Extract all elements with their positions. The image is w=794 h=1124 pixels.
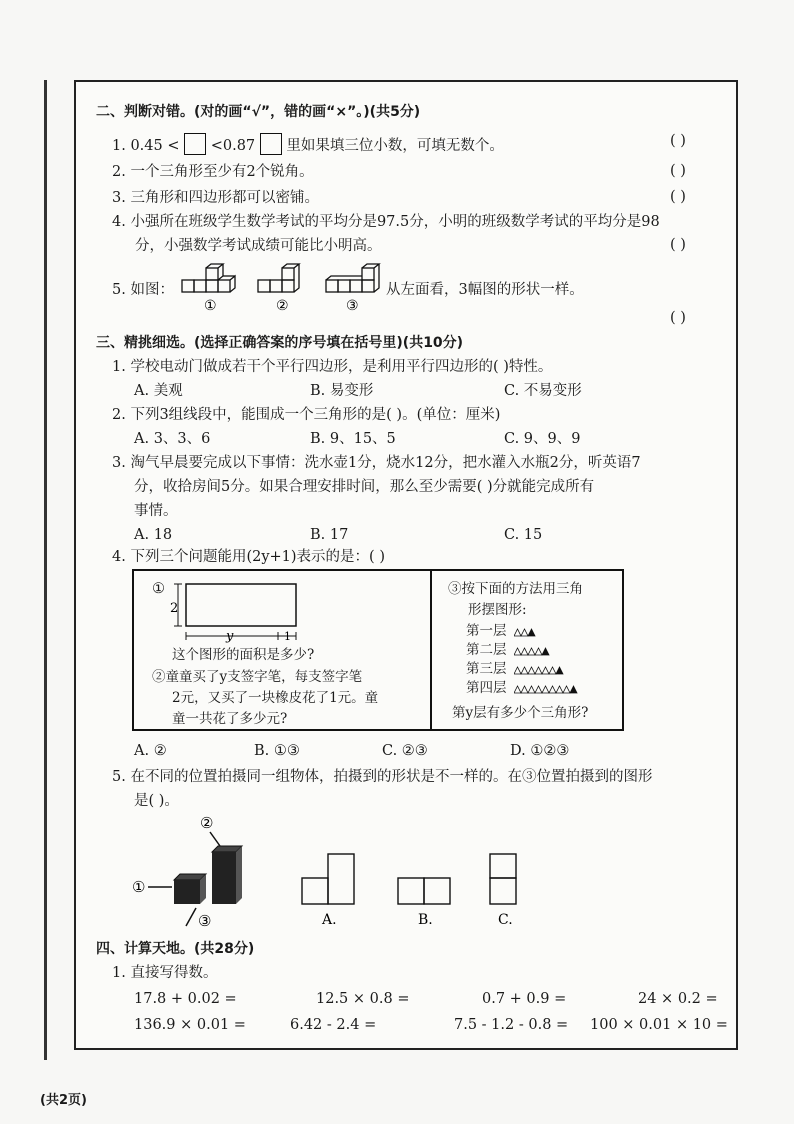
- s3-q3-line2: 分，收拾房间5分。如果合理安排时间，那么至少需要( )分就能完成所有: [134, 479, 595, 495]
- triangle-mark: [542, 686, 549, 693]
- triangle-mark: [514, 629, 521, 636]
- position-mark: ①: [132, 878, 146, 896]
- position-mark: ②: [200, 814, 214, 832]
- position-mark: ③: [198, 912, 212, 930]
- s2-q2: 2. 一个三角形至少有2个锐角。: [112, 164, 314, 180]
- option-label: C.: [498, 912, 513, 928]
- s3-q3-line3: 事情。: [134, 503, 178, 519]
- s3-q2: 2. 下列3组线段中，能围成一个三角形的是( )。(单位：厘米): [112, 407, 501, 423]
- triangle-mark: [563, 686, 570, 693]
- triangle-mark: [549, 686, 556, 693]
- page-binding-line: [44, 80, 47, 1060]
- option: C. 不易变形: [504, 383, 582, 399]
- rectangle-figure: [166, 580, 306, 646]
- s3-q4: 4. 下列三个问题能用(2y+1)表示的是：( ): [112, 549, 385, 565]
- panel-divider: [430, 571, 432, 729]
- s2-q1-num: 1.: [112, 138, 126, 154]
- s3-q1: 1. 学校电动门做成若干个平行四边形，是利用平行四边形的( )特性。: [112, 359, 553, 375]
- option: C. ②③: [382, 743, 428, 759]
- option-label: A.: [322, 912, 337, 928]
- option: B. 易变形: [310, 383, 374, 399]
- view-figures: [128, 812, 548, 932]
- option: B. 17: [310, 527, 349, 543]
- calc-item: 24 × 0.2 =: [638, 991, 718, 1007]
- triangle-mark: [521, 686, 528, 693]
- figure-label: ③: [346, 298, 359, 314]
- triangle-mark: [535, 648, 542, 655]
- option: D. ①②③: [510, 743, 570, 759]
- layer-label: 第三层: [466, 661, 507, 677]
- s2-q5-prefix: 5. 如图：: [112, 282, 174, 298]
- section4-title: 四、计算天地。(共28分): [96, 941, 255, 957]
- cube-figures: [178, 258, 388, 316]
- triangle-mark: [542, 667, 549, 674]
- triangle-mark: [521, 629, 528, 636]
- one-label: 1: [284, 630, 291, 643]
- triangle-mark: [549, 667, 556, 674]
- triangle-mark: [535, 686, 542, 693]
- calc-item: 17.8 + 0.02 =: [134, 991, 237, 1007]
- triangle-mark: [528, 629, 535, 636]
- option: B. ①③: [254, 743, 300, 759]
- calc-item: 6.42 - 2.4 =: [290, 1017, 377, 1033]
- answer-paren[interactable]: ( ): [670, 163, 686, 179]
- answer-paren[interactable]: ( ): [670, 310, 686, 326]
- answer-paren[interactable]: ( ): [670, 133, 686, 149]
- layer-label: 第四层: [466, 680, 507, 696]
- section2-title: 二、判断对错。(对的画“√”，错的画“×”。)(共5分): [96, 104, 421, 120]
- calc-item: 12.5 × 0.8 =: [316, 991, 410, 1007]
- p2-line3: 童一共花了多少元?: [172, 711, 288, 727]
- s2-q3: 3. 三角形和四边形都可以密铺。: [112, 190, 319, 206]
- p1-question: 这个图形的面积是多少?: [172, 647, 315, 663]
- s4-q1: 1. 直接写得数。: [112, 965, 218, 981]
- triangle-rows: [514, 622, 594, 702]
- p3-line2: 形摆图形:: [468, 602, 527, 618]
- s2-q4-line1: 4. 小强所在班级学生数学考试的平均分是97.5分，小明的班级数学考试的平均分是98: [112, 214, 660, 230]
- figure-label: ①: [204, 298, 217, 314]
- option: A. 美观: [134, 383, 183, 399]
- calc-item: 0.7 + 0.9 =: [482, 991, 567, 1007]
- p3-line1: ③按下面的方法用三角: [448, 581, 583, 597]
- option: C. 9、9、9: [504, 431, 581, 447]
- triangle-mark: [514, 686, 521, 693]
- triangle-mark: [521, 648, 528, 655]
- option: C. 15: [504, 527, 543, 543]
- p2-line1: ②童童买了y支签字笔，每支签字笔: [152, 669, 363, 685]
- calc-item: 7.5 - 1.2 - 0.8 =: [454, 1017, 569, 1033]
- page-footer: (共2页): [40, 1093, 87, 1108]
- triangle-mark: [535, 667, 542, 674]
- triangle-mark: [528, 667, 535, 674]
- option: A. ②: [134, 743, 167, 759]
- option: A. 3、3、6: [134, 431, 211, 447]
- option: A. 18: [134, 527, 173, 543]
- calc-item: 100 × 0.01 × 10 =: [590, 1017, 728, 1033]
- triangle-mark: [514, 667, 521, 674]
- layer-label: 第二层: [466, 642, 507, 658]
- triangle-mark: [570, 686, 577, 693]
- triangle-mark: [521, 667, 528, 674]
- triangle-mark: [528, 686, 535, 693]
- answer-box[interactable]: [260, 133, 282, 155]
- s2-q1: [112, 133, 504, 155]
- s2-q1-left: 0.45 <: [130, 138, 180, 154]
- triangle-mark: [556, 686, 563, 693]
- p3-question: 第y层有多少个三角形?: [452, 705, 589, 721]
- p2-line2: 2元，又买了一块橡皮花了1元。童: [172, 690, 379, 706]
- figure-label: ②: [276, 298, 289, 314]
- calc-item: 136.9 × 0.01 =: [134, 1017, 246, 1033]
- section3-title: 三、精挑细选。(选择正确答案的序号填在括号里)(共10分): [96, 335, 464, 351]
- s3-q5-line2: 是( )。: [134, 793, 179, 809]
- s3-q5-line1: 5. 在不同的位置拍摄同一组物体，拍摄到的形状是不一样的。在③位置拍摄到的图形: [112, 769, 653, 785]
- layer-label: 第一层: [466, 623, 507, 639]
- triangle-mark: [514, 648, 521, 655]
- p1-num: ①: [152, 581, 165, 597]
- answer-paren[interactable]: ( ): [670, 189, 686, 205]
- triangle-mark: [528, 648, 535, 655]
- triangle-mark: [542, 648, 549, 655]
- side-label: 2: [170, 601, 179, 616]
- answer-box[interactable]: [184, 133, 206, 155]
- s2-q1-right: <0.87: [210, 138, 256, 154]
- option-label: B.: [418, 912, 433, 928]
- y-label: y: [226, 629, 234, 644]
- answer-paren[interactable]: ( ): [670, 237, 686, 253]
- triangle-mark: [556, 667, 563, 674]
- s3-q3-line1: 3. 淘气早晨要完成以下事情：洗水壶1分，烧水12分，把水灌入水瓶2分，听英语7: [112, 455, 641, 471]
- s2-q5-suffix: 从左面看，3幅图的形状一样。: [386, 282, 584, 298]
- option: B. 9、15、5: [310, 431, 396, 447]
- s2-q1-text: 里如果填三位小数，可填无数个。: [286, 138, 504, 154]
- s2-q4-line2: 分，小强数学考试成绩可能比小明高。: [135, 238, 382, 254]
